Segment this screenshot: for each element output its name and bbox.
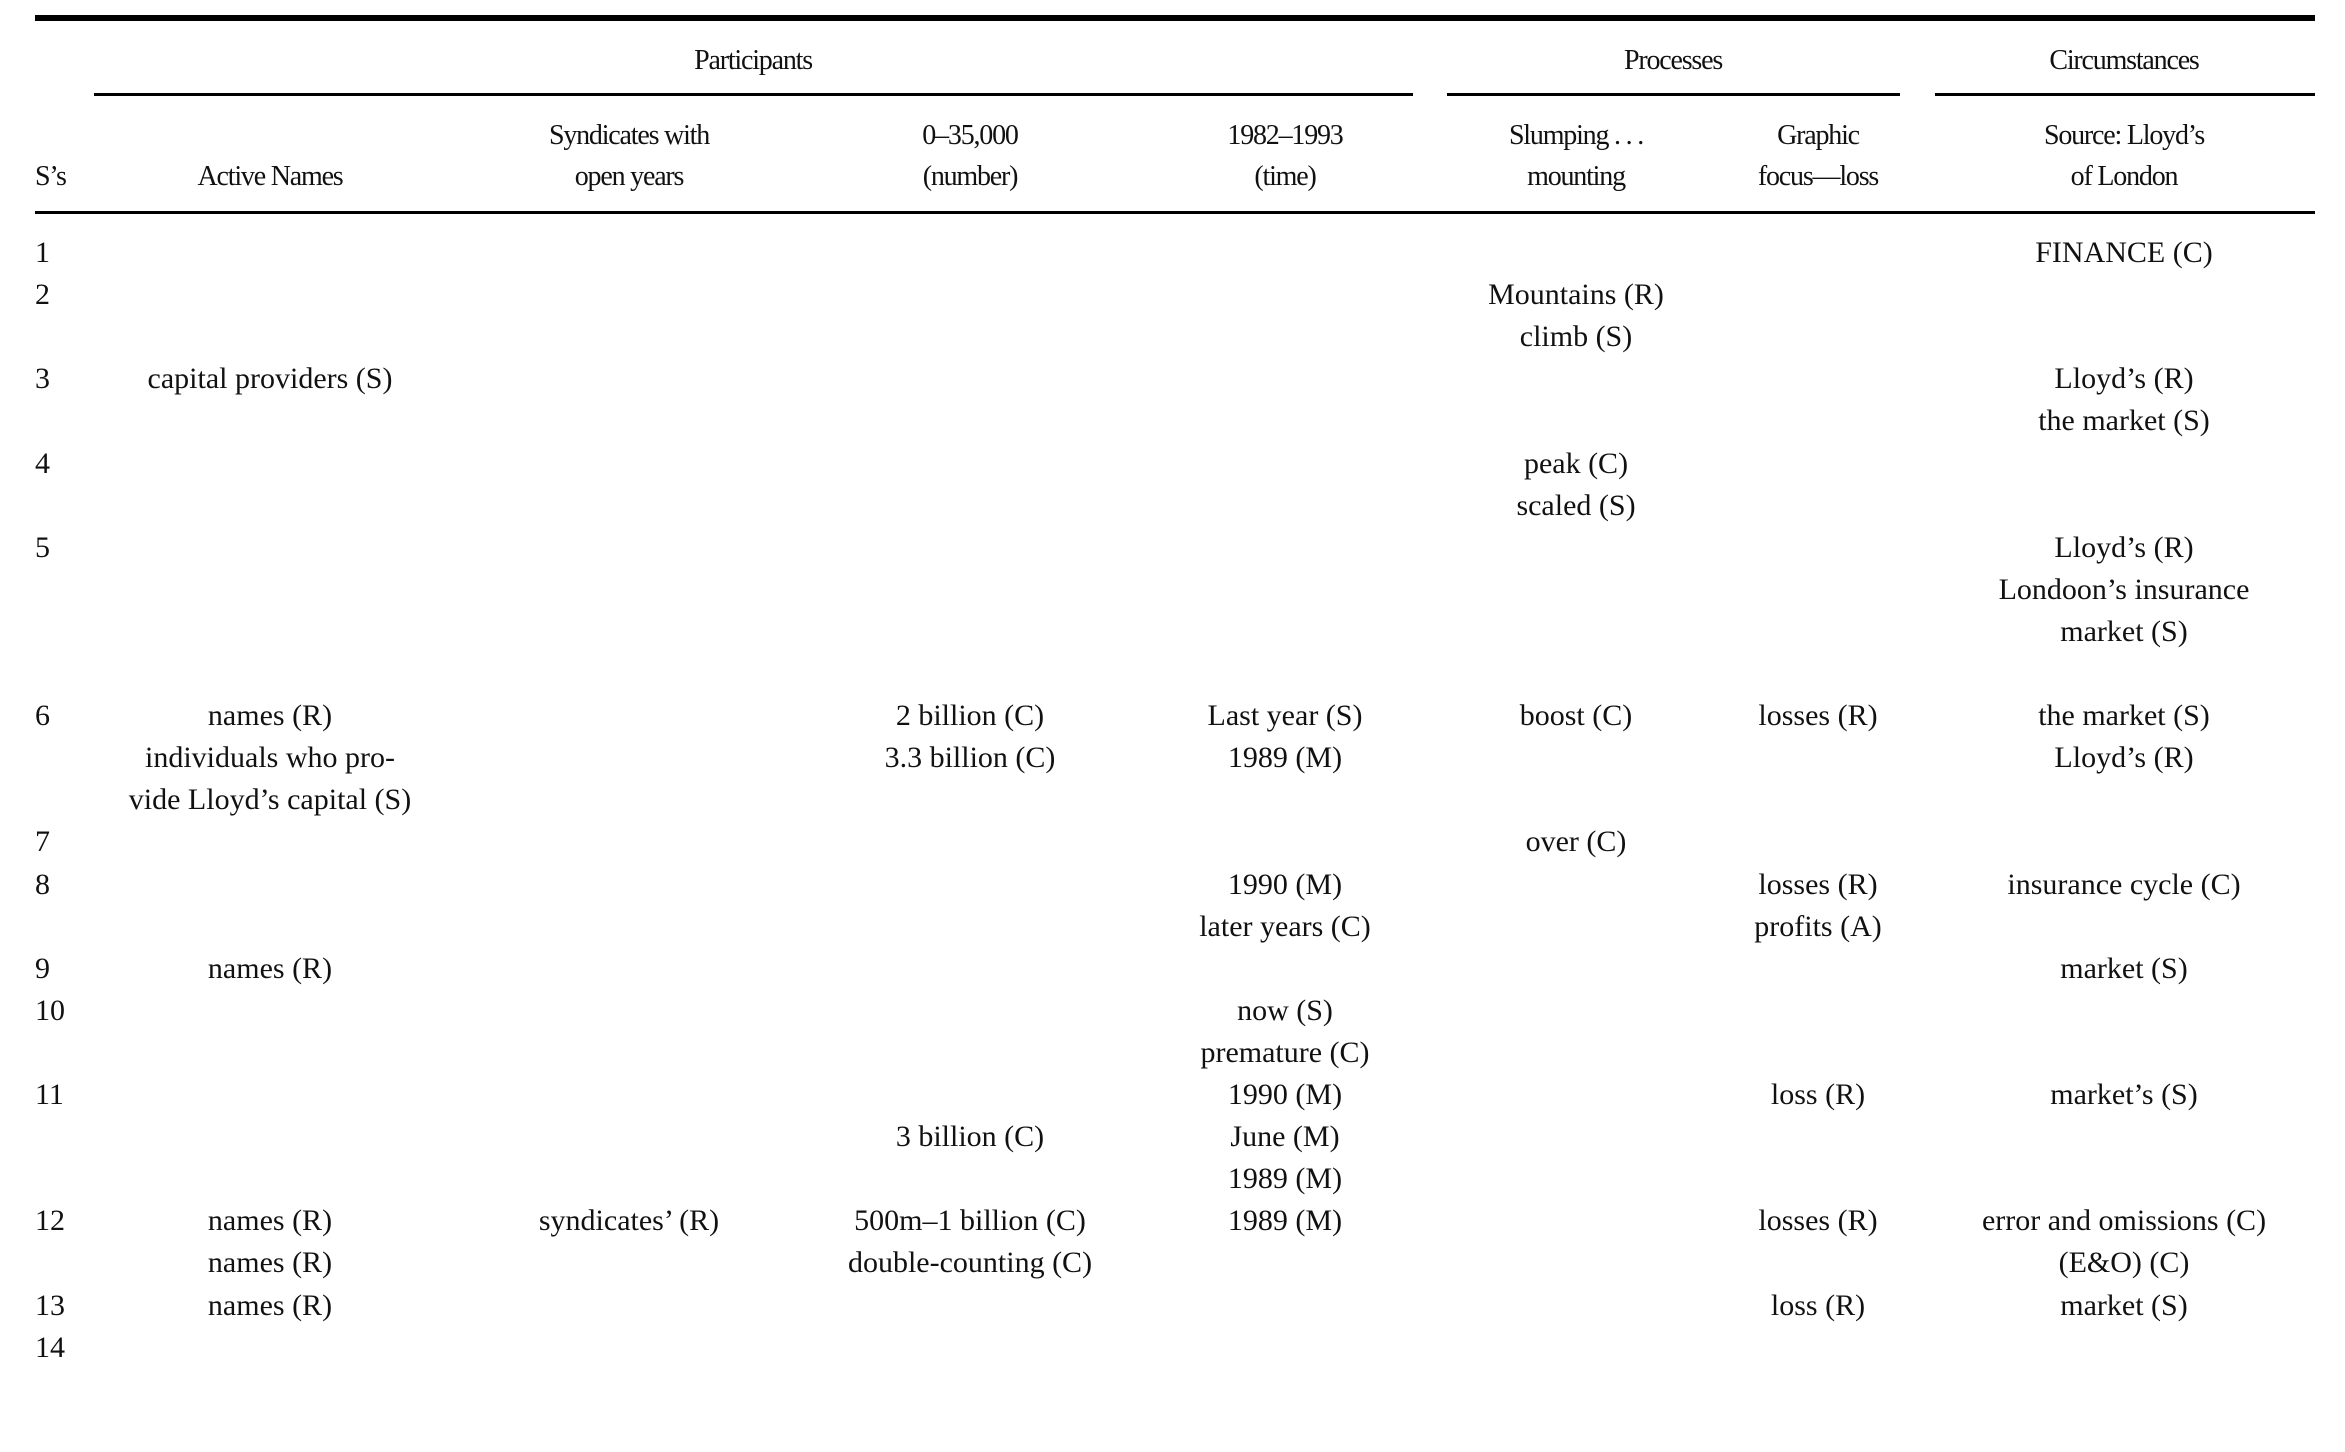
table-cell-graphic: profits (A): [1754, 909, 1882, 943]
table-cell-slumping: Mountains (R): [1488, 278, 1664, 312]
group-header-processes: Processes: [1623, 45, 1723, 76]
table-cell-source: Lloyd’s (R): [2054, 741, 2194, 775]
table-cell-active-names: names (R): [207, 699, 333, 733]
table-cell-slumping: over (C): [1525, 825, 1627, 859]
table-cell-number: 3.3 billion (C): [884, 741, 1056, 775]
table-cell-active-names: names (R): [207, 951, 333, 985]
row-number: 1: [35, 236, 50, 269]
table-cell-active-names: vide Lloyd’s capital (S): [128, 783, 412, 817]
row-number: 5: [35, 530, 50, 564]
table-cell-source: the market (S): [2038, 404, 2210, 438]
column-header-active-names: Active Names: [197, 161, 343, 192]
column-header-graphic: Graphic: [1777, 120, 1859, 151]
row-number: 8: [35, 867, 50, 901]
row-number: 10: [35, 993, 65, 1027]
table-cell-graphic: loss (R): [1770, 1288, 1866, 1322]
group-header-circumstances: Circumstances: [2049, 45, 2199, 76]
column-header-number: (number): [922, 161, 1018, 192]
table-cell-source: market (S): [2060, 614, 2188, 648]
table-cell-source: market (S): [2060, 951, 2188, 985]
row-number: 4: [35, 446, 50, 480]
column-header-graphic: focus—loss: [1757, 161, 1879, 192]
column-header-time: (time): [1254, 161, 1316, 192]
table-cell-active-names: names (R): [207, 1288, 333, 1322]
table-cell-number: double-counting (C): [847, 1246, 1093, 1280]
column-header-time: 1982–1993: [1227, 120, 1343, 151]
column-header-syndicates: open years: [574, 161, 684, 192]
table-cell-source: FINANCE (C): [2035, 236, 2213, 269]
table-cell-source: market’s (S): [2050, 1078, 2198, 1111]
row-number: 14: [35, 1330, 65, 1364]
group-rule-participants: [94, 93, 1413, 96]
group-rule-processes: [1447, 93, 1900, 96]
table-cell-active-names: names (R): [207, 1204, 333, 1238]
column-header-slumping: mounting: [1527, 161, 1625, 192]
table-cell-slumping: scaled (S): [1516, 488, 1636, 522]
table-cell-graphic: loss (R): [1770, 1078, 1866, 1111]
table-cell-time: later years (C): [1199, 909, 1371, 943]
table-cell-source: Lloyd’s (R): [2054, 362, 2194, 396]
row-number: 6: [35, 699, 50, 733]
table-cell-time: 1989 (M): [1227, 741, 1343, 775]
table-cell-source: the market (S): [2038, 699, 2210, 733]
header-bottom-rule: [35, 211, 2315, 214]
table-cell-slumping: boost (C): [1519, 699, 1633, 733]
table-cell-graphic: losses (R): [1758, 867, 1878, 901]
column-header-number: 0–35,000: [922, 120, 1018, 151]
group-rule-circumstances: [1935, 93, 2315, 96]
column-header-source: Source: Lloyd’s: [2043, 120, 2205, 151]
table-cell-time: June (M): [1230, 1120, 1340, 1154]
table-cell-graphic: losses (R): [1758, 1204, 1878, 1238]
table-cell-number: 2 billion (C): [895, 699, 1045, 733]
column-header-syndicates: Syndicates with: [548, 120, 710, 151]
table-cell-number: 3 billion (C): [895, 1120, 1045, 1154]
table-cell-active-names: individuals who pro-: [145, 741, 395, 775]
group-header-participants: Participants: [694, 45, 812, 76]
row-number: 3: [35, 362, 50, 396]
table-cell-active-names: capital providers (S): [147, 362, 393, 396]
table-cell-slumping: peak (C): [1523, 446, 1629, 480]
table-cell-time: premature (C): [1200, 1035, 1370, 1069]
table-cell-source: Lloyd’s (R): [2054, 530, 2194, 564]
row-number: 7: [35, 825, 50, 859]
row-number: 2: [35, 278, 50, 312]
table-cell-source: market (S): [2060, 1288, 2188, 1322]
table-cell-time: 1989 (M): [1227, 1162, 1343, 1196]
top-rule: [35, 15, 2315, 21]
table-cell-syndicates: syndicates’ (R): [538, 1204, 720, 1238]
table-cell-time: now (S): [1237, 993, 1333, 1027]
table-cell-number: 500m–1 billion (C): [854, 1204, 1086, 1238]
table-cell-slumping: climb (S): [1519, 320, 1633, 354]
column-header-slumping: Slumping . . .: [1508, 120, 1644, 151]
table-cell-active-names: names (R): [207, 1246, 333, 1280]
row-number: 13: [35, 1288, 65, 1322]
table-cell-time: 1990 (M): [1227, 867, 1343, 901]
row-number: 12: [35, 1204, 65, 1238]
table-cell-source: Londoon’s insurance: [1998, 572, 2250, 606]
column-header-source: of London: [2070, 161, 2178, 192]
table-cell-graphic: losses (R): [1758, 699, 1878, 733]
table-cell-time: 1990 (M): [1227, 1078, 1343, 1111]
row-number: 9: [35, 951, 50, 985]
table-cell-time: Last year (S): [1207, 699, 1363, 733]
table-cell-source: insurance cycle (C): [2007, 867, 2241, 901]
table-cell-source: (E&O) (C): [2058, 1246, 2190, 1280]
table-cell-time: 1989 (M): [1227, 1204, 1343, 1238]
table-cell-source: error and omissions (C): [1981, 1204, 2267, 1238]
row-number: 11: [35, 1078, 64, 1111]
column-header-ss: S’s: [35, 161, 66, 192]
